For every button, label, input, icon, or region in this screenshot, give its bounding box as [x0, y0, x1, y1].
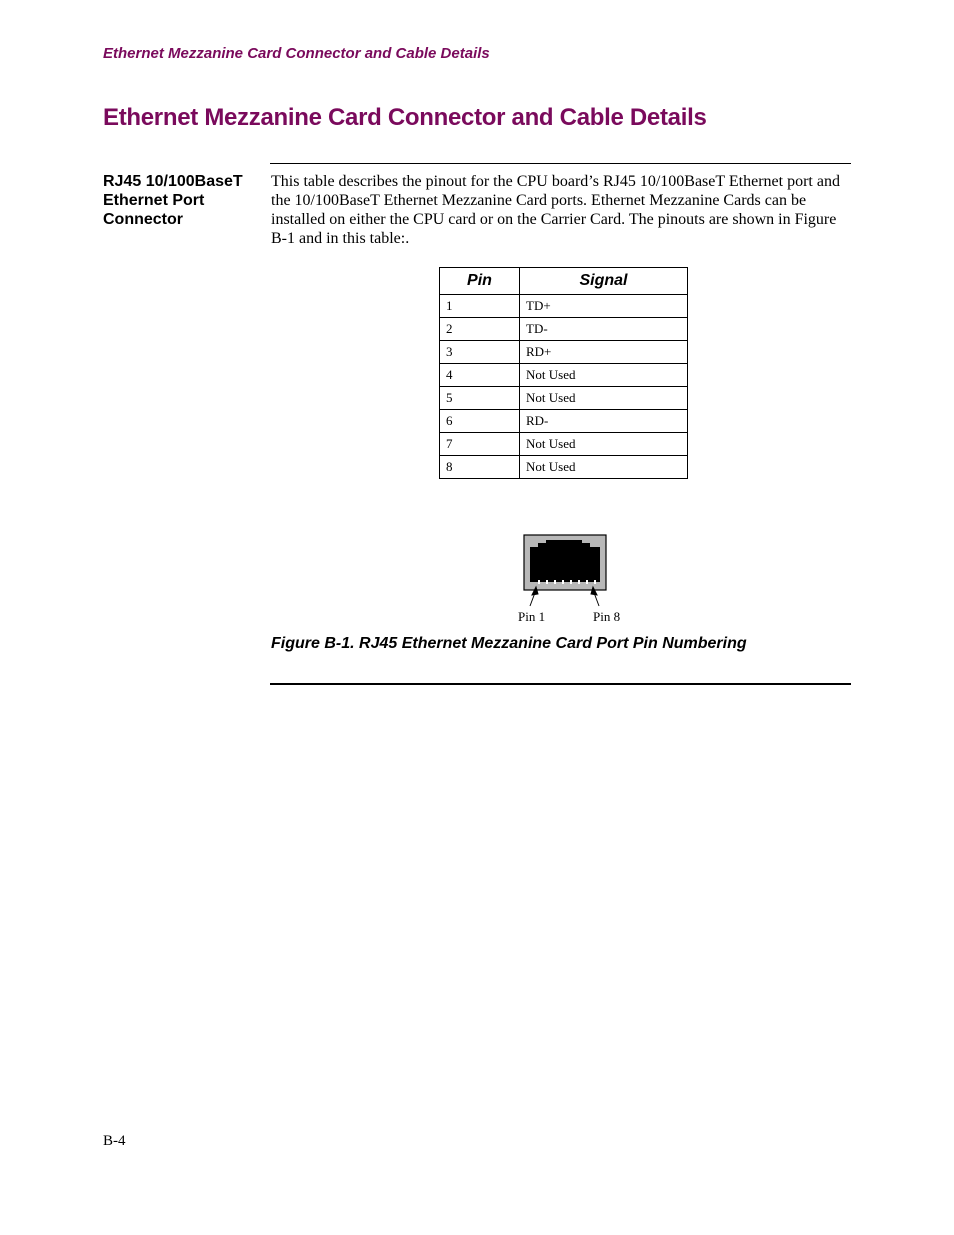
- table-row: [440, 410, 688, 433]
- pin-cell: 8: [440, 456, 520, 479]
- running-header: Ethernet Mezzanine Card Connector and Cable Details: [103, 45, 490, 62]
- pin-cell: 2: [440, 318, 520, 341]
- section-heading-line-2: Ethernet Port: [103, 192, 205, 209]
- section-bottom-rule: [270, 683, 851, 685]
- pin-cell: 7: [440, 433, 520, 456]
- pin-cell: 4: [440, 364, 520, 387]
- signal-cell: Not Used: [520, 364, 688, 387]
- table-row: [440, 456, 688, 479]
- table-row: [440, 364, 688, 387]
- table-row: [440, 433, 688, 456]
- signal-cell: Not Used: [520, 433, 688, 456]
- table-row: [440, 295, 688, 318]
- pinout-table: [439, 267, 688, 479]
- pin-cell: 6: [440, 410, 520, 433]
- signal-cell: Not Used: [520, 456, 688, 479]
- table-row: [440, 318, 688, 341]
- section-heading: [103, 172, 263, 229]
- signal-cell: TD+: [520, 295, 688, 318]
- signal-cell: TD-: [520, 318, 688, 341]
- pin-8-label: Pin 8: [593, 609, 621, 624]
- pin-cell: 3: [440, 341, 520, 364]
- jack-opening: [530, 540, 600, 582]
- table-header-row: [440, 268, 688, 295]
- header-pin: Pin: [440, 268, 520, 295]
- signal-cell: RD-: [520, 410, 688, 433]
- page-title: Ethernet Mezzanine Card Connector and Cable Details: [103, 104, 707, 131]
- section-heading-line-1: RJ45 10/100BaseT: [103, 173, 243, 190]
- figure-caption: Figure B-1. RJ45 Ethernet Mezzanine Card Port Pin Numbering: [271, 635, 747, 652]
- page-number: B-4: [103, 1133, 126, 1149]
- signal-cell: Not Used: [520, 387, 688, 410]
- signal-cell: RD+: [520, 341, 688, 364]
- pin-1-label: Pin 1: [518, 609, 546, 624]
- pin-cell: 5: [440, 387, 520, 410]
- section-top-rule: [270, 163, 851, 164]
- table-row: [440, 341, 688, 364]
- intro-paragraph: This table describes the pinout for the CPU board’s RJ45 10/100BaseT Ethernet port and the 10/100BaseT Ethernet Mezzanine Card ports. Ethernet Mezzanine Cards can be installed on either the CPU card or on the Carrier Card. The pinouts are shown in Figure B-1 and in this table:.: [271, 173, 840, 247]
- table-row: [440, 387, 688, 410]
- pin-cell: 1: [440, 295, 520, 318]
- header-signal: Signal: [520, 268, 688, 295]
- section-heading-line-3: Connector: [103, 211, 183, 228]
